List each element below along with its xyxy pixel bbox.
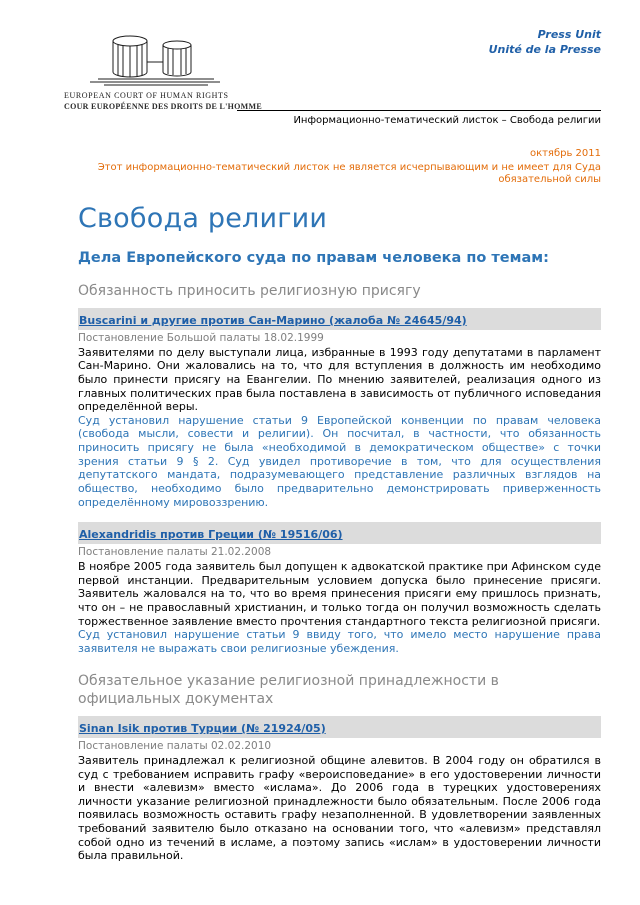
case-title-bar xyxy=(78,522,601,544)
echr-logo-block xyxy=(64,32,263,111)
notice-block xyxy=(78,148,601,187)
case-ruling-date: Постановление Большой палаты 18.02.1999 xyxy=(78,331,324,344)
echr-building-logo xyxy=(78,32,230,88)
case-paragraph: Заявителями по делу выступали лица, избранные в 1993 году депутатами в парламент Сан-Марино. Они жаловались на то, что для вступления в должность им необходимо было принести присягу на Евангелии. По мнению заявителей, реализация одного из главных политических прав была поставлена в зависимость от публичного исповедания определённой веры. xyxy=(78,345,601,414)
case-buscarini xyxy=(78,308,601,510)
logo-caption-fr: COUR EUROPÉENNE DES DROITS DE L'HOMME xyxy=(64,102,263,111)
case-paragraph: Заявитель принадлежал к религиозной общине алевитов. В 2004 году он обратился в суд с требованием исправить графу «вероисповедание» в его удостоверении личности и внести «алевизм» вместо «ислама». До 2006 года в турецких удостоверениях личности указание религиозной принадлежности было обязательным. После 2006 года появилась возможность оставить графу незаполненной. В удовлетворении заявленных требований заявителю было отказано на основании того, что «алевизм» представлял собой одно из течений в исламе, а поэтому запись «ислам» в удостоверении личности была правильной. xyxy=(78,753,601,863)
case-title-link[interactable]: Sinan Isik против Турции (№ 21924/05) xyxy=(79,721,326,735)
factsheet-divider xyxy=(237,110,601,126)
case-title-bar xyxy=(78,308,601,330)
press-unit-label xyxy=(489,28,601,58)
case-title-bar xyxy=(78,716,601,738)
logo-caption-en: EUROPEAN COURT OF HUMAN RIGHTS xyxy=(64,91,229,100)
page-subtitle: Дела Европейского суда по правам человека по темам: xyxy=(78,249,549,266)
case-paragraph-ruling: Суд установил нарушение статьи 9 ввиду того, что имело место нарушение права заявителя не выражать свои религиозные убеждения. xyxy=(78,628,601,655)
press-unit-fr: Unité de la Presse xyxy=(488,42,601,56)
case-paragraph: В ноябре 2005 года заявитель был допущен к адвокатской практике при Афинском суде первой инстанции. Предварительным условием допуска было принесение присяги. Заявитель жаловался на то, что во время принесения присяги ему пришлось признать, что он – не православный христианин, и только тогда он получил возможность сделать торжественное заявление вместо прочтения стандартного текста религиозной присяги. xyxy=(78,560,601,628)
disclaimer: Этот информационно-тематический листок не является исчерпывающим и не имеет для Суда обязательной силы xyxy=(97,161,601,185)
factsheet-label: Информационно-тематический листок – Свобода религии xyxy=(293,115,601,126)
page-title: Свобода религии xyxy=(78,202,328,234)
section-heading-documents: Обязательное указание религиозной принадлежности в официальных документах xyxy=(78,672,499,707)
case-ruling-date: Постановление палаты 02.02.2010 xyxy=(78,739,272,752)
case-sinan-isik xyxy=(78,716,601,863)
case-paragraph-ruling: Суд установил нарушение статьи 9 Европейской конвенции по правам человека (свобода мысли, совести и религии). Он посчитал, в частности, что обязанность приносить присягу не была «необходимой в демократическом обществе» с точки зрения статьи 9 § 2. Суд увидел противоречие в том, что для осуществления депутатского мандата, подразумевающего представление различных взглядов на общество, необходимо было предварительно демонстрировать приверженность определённому мировоззрению. xyxy=(78,413,601,509)
case-ruling-date: Постановление палаты 21.02.2008 xyxy=(78,546,272,559)
case-title-link[interactable]: Alexandridis против Греции (№ 19516/06) xyxy=(79,528,343,542)
case-alexandridis xyxy=(78,522,601,655)
issue-date: октябрь 2011 xyxy=(529,148,601,159)
case-title-link[interactable]: Buscarini и другие против Сан-Марино (жалоба № 24645/94) xyxy=(79,313,467,327)
press-unit-en: Press Unit xyxy=(537,28,601,41)
header xyxy=(64,28,601,140)
section-heading-oath: Обязанность приносить религиозную присягу xyxy=(78,282,421,299)
